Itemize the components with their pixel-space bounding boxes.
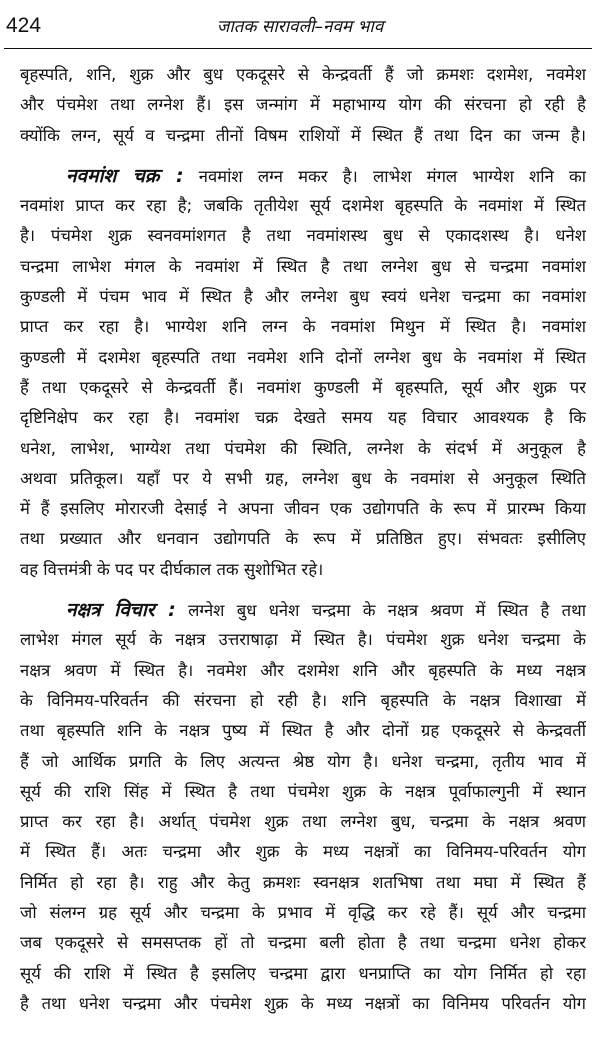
paragraph-nakshatra (20, 595, 586, 1019)
header-rule (4, 48, 592, 49)
text-line: दृष्टिनिक्षेप कर रहा है। नवमांश चक्र देखते समय यह विचार आवश्यक है कि (20, 408, 586, 428)
page-body (20, 60, 586, 1019)
section-heading-nakshatra: नक्षत्र विचार : (66, 599, 176, 622)
text-line: नवमांश प्राप्त कर रहा है; जबकि तृतीयेश सूर्य दशमेश बृहस्पति के नवमांश में स्थित (20, 196, 586, 216)
text-line: के विनिमय-परिवर्तन की संरचना हो रही है। शनि बृहस्पति के नक्षत्र विशाखा में (20, 690, 586, 710)
text-line: कुण्डली में दशमेश बृहस्पति तथा नवमेश शनि दोनों लग्नेश बुध के नवमांश में स्थित (20, 347, 586, 367)
text-line: है। पंचमेश शुक्र स्वनवमांशगत है तथा नवमांशस्थ बुध से एकादशस्थ है। धनेश (20, 226, 586, 246)
text-line: कुण्डली में पंचम भाव में स्थित है और लग्नेश बुध स्वयं धनेश चन्द्रमा का नवमांश (20, 287, 586, 307)
text-line: जो संलग्न ग्रह सूर्य और चन्द्रमा के प्रभाव में वृद्धि कर रहे हैं। सूर्य और चन्द्रमा (20, 903, 586, 923)
text-line (20, 161, 586, 191)
text-line: तथा प्रख्यात और धनवान उद्योगपति के रूप में प्रतिष्ठित हुए। संभवतः इसीलिए (20, 529, 586, 549)
text-line: में स्थित हैं। अतः चन्द्रमा और शुक्र के मध्य नक्षत्रों का विनिमय-परिवर्तन योग (20, 842, 586, 862)
text-line: जब एकदूसरे से समसप्तक हों तो चन्द्रमा बली होता है तथा चन्द्रमा धनेश होकर (20, 933, 586, 953)
text-line: चन्द्रमा लाभेश मंगल के नवमांश में स्थित है तथा लग्नेश बुध से चन्द्रमा नवमांश (20, 256, 586, 276)
text-line: क्योंकि लग्न, सूर्य व चन्द्रमा तीनों विषम राशियों में स्थित हैं तथा दिन का जन्म है। (20, 125, 586, 145)
paragraph-navamsha (20, 161, 586, 585)
text-line: प्राप्त कर रहा है। भाग्येश शनि लग्न के नवमांश मिथुन में स्थित है। नवमांश (20, 317, 586, 337)
text-span: नवमांश लग्न मकर है। लाभेश मंगल भाग्येश शनि का (198, 166, 586, 186)
text-span: लग्नेश बुध धनेश चन्द्रमा के नक्षत्र श्रवण में स्थित है तथा (188, 601, 586, 621)
text-line: तथा बृहस्पति शनि के नक्षत्र पुष्य में स्थित है और दोनों ग्रह एकदूसरे से केन्द्रवर्ती (20, 721, 586, 741)
text-line: वह वित्तमंत्री के पद पर दीर्घकाल तक सुशोभित रहे। (20, 559, 324, 579)
text-line: निर्मित हो रहा है। राहु और केतु क्रमशः स्वनक्षत्र शतभिषा तथा मघा में स्थित हैं (20, 872, 586, 892)
text-line: सूर्य की राशि में स्थित है इसलिए चन्द्रमा द्वारा धनप्राप्ति का योग निर्मित हो रहा (20, 963, 586, 983)
running-title: जातक सारावली–नवम भाव (216, 17, 384, 37)
section-heading-navamsha: नवमांश चक्र : (66, 164, 184, 187)
text-line: नक्षत्र श्रवण में स्थित है। नवमेश और दशमेश शनि और बृहस्पति के मध्य नक्षत्र (20, 660, 586, 680)
text-line: अथवा प्रतिकूल। यहाँ पर ये सभी ग्रह, लग्नेश बुध के नवमांश से अनुकूल स्थिति (20, 468, 586, 488)
text-line: है तथा धनेश चन्द्रमा और पंचमेश शुक्र के मध्य नक्षत्रों का विनिमय परिवर्तन योग (20, 993, 586, 1013)
text-line: हैं जो आर्थिक प्रगति के लिए अत्यन्त श्रेष्ठ योग है। धनेश चन्द्रमा, तृतीय भाव में (20, 751, 586, 771)
text-line: लाभेश मंगल सूर्य के नक्षत्र उत्तराषाढ़ा में स्थित है। पंचमेश शुक्र धनेश चन्द्रमा के (20, 630, 586, 650)
text-line: प्राप्त कर रहा है। अर्थात् पंचमेश शुक्र तथा लग्नेश बुध, चन्द्रमा के नक्षत्र श्रवण (20, 812, 586, 832)
text-line: बृहस्पति, शनि, शुक्र और बुध एकदूसरे से केन्द्रवर्ती हैं जो क्रमशः दशमेश, नवमेश (20, 65, 586, 84)
text-line (20, 595, 586, 625)
page-header (0, 0, 600, 62)
text-line: हैं तथा एकदूसरे से केन्द्रवर्ती हैं। नवमांश कुण्डली में बृहस्पति, सूर्य और शुक्र पर (20, 377, 586, 397)
text-line: में हैं इसलिए मोरारजी देसाई ने अपना जीवन एक उद्योगपति के रूप में प्रारम्भ किया (20, 499, 586, 519)
text-line: सूर्य की राशि सिंह में स्थित है तथा पंचमेश शुक्र के नक्षत्र पूर्वाफाल्गुनी में स्थान (20, 781, 586, 801)
text-line: धनेश, लाभेश, भाग्येश तथा पंचमेश की स्थिति, लग्नेश के संदर्भ में अनुकूल है (20, 438, 586, 458)
page-number: 424 (6, 14, 42, 37)
text-line: और पंचमेश तथा लग्नेश हैं। इस जन्मांग में महाभाग्य योग की संरचना हो रही है (20, 95, 586, 115)
paragraph-intro (20, 60, 586, 151)
